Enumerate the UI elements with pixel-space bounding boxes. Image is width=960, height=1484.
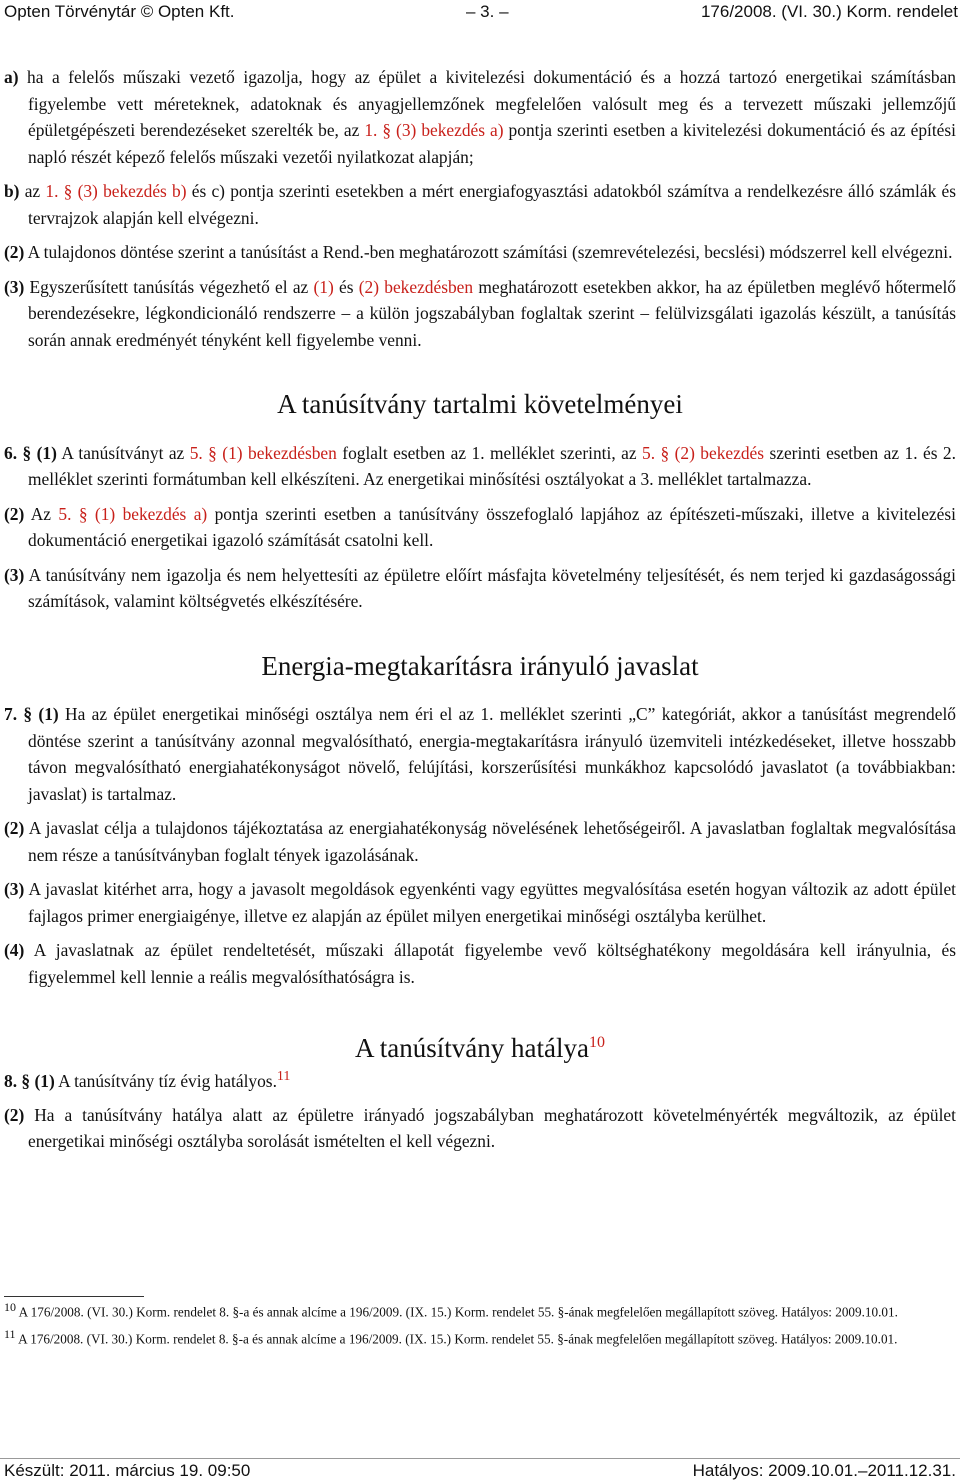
section-number: 7. § bbox=[4, 704, 33, 724]
footer-created: Készült: 2011. március 19. 09:50 bbox=[4, 1461, 251, 1480]
paragraph-label: (1) bbox=[36, 442, 57, 463]
footnote bbox=[4, 1325, 956, 1348]
section-number: 6. § bbox=[4, 442, 32, 463]
section-8-paragraph-2 bbox=[4, 1102, 956, 1155]
paragraph-text: foglalt esetben az 1. melléklet szerinti, az bbox=[342, 442, 637, 463]
point-b bbox=[4, 178, 956, 231]
paragraph-text: A javaslat célja a tulajdonos tájékoztatása az energiahatékonyság növelésének lehetőségeiről. A javaslatban foglaltak megvalósítása nem része a tanúsítványban foglalt tények igazolásának. bbox=[28, 818, 957, 865]
point-a-label: a) bbox=[4, 67, 19, 87]
header-left: Opten Törvénytár © Opten Kft. bbox=[4, 2, 235, 21]
section-7-paragraph-1 bbox=[4, 701, 956, 807]
point-b-text-cont: és c) pontja szerinti esetekben a mért energiafogyasztási adatokból számítva a rendelkezésre álló számlák és tervrajzok alapján kell elvégezni. bbox=[28, 181, 956, 228]
header-page-number: – 3. – bbox=[466, 2, 509, 21]
document-body bbox=[4, 64, 956, 1163]
point-a-text: ha a felelős műszaki vezető igazolja, hogy az épület a kivitelezési dokumentáció és a hozzá tartozó energetikai számításban figyelembe vett méreteknek, adatoknak és anyagjellemzőnek megfelelően valósult meg és a tervezett műszaki jellemzőjű épületgépészeti berendezéseket szerelték be, az bbox=[27, 67, 956, 140]
paragraph-label: (2) bbox=[4, 1104, 25, 1125]
paragraph-label: (2) bbox=[4, 242, 25, 262]
section-number: 8. § bbox=[4, 1070, 31, 1091]
footnote-ref[interactable]: 10 bbox=[588, 1034, 605, 1051]
page-header bbox=[0, 2, 960, 26]
footnote-separator bbox=[4, 1296, 144, 1297]
paragraph-text: Ha az épület energetikai minőségi osztálya nem éri el az 1. melléklet szerinti „C” kategóriát, akkor a tanúsítást megrendelő döntése szerint a tanúsítvány azonnal megvalósítható, energia-megtakarításra irányuló üzemviteli intézkedéseket, illetve hosszabb távon megvalósítható energiahatékonyságot növelő, felújítási, korszerűsítési munkákhoz kapcsolódó javaslatot (a továbbiakban: javaslat) is tartalmaz. bbox=[28, 704, 956, 804]
ref-link[interactable]: (1) bbox=[313, 276, 334, 297]
paragraph-text: A tanúsítványt az bbox=[61, 442, 185, 463]
paragraph-label: (3) bbox=[4, 879, 25, 899]
footnotes bbox=[4, 1298, 956, 1353]
paragraph-label: (2) bbox=[4, 503, 25, 524]
paragraph-text: Az bbox=[30, 503, 51, 524]
paragraph-text: A javaslatnak az épület rendeltetését, műszaki állapotát figyelembe vevő költséghatékony megoldására kell irányulnia, és figyelemmel kell lennie a reális megvalósíthatóságra is. bbox=[28, 940, 957, 987]
footer-effective: Hatályos: 2009.10.01.–2011.12.31. bbox=[692, 1461, 956, 1480]
paragraph-label: (2) bbox=[4, 818, 25, 838]
paragraph-text: meghatározott esetekben akkor, ha az épületben meglévő hőtermelő berendezésekre, légkondicionáló rendszerre – a külön jogszabályban foglaltak szerint – felülvizsgálati igazolás készült, a tanúsítás során annak eredményét tényként kell figyelembe venni. bbox=[28, 276, 956, 350]
footnote-ref[interactable]: 11 bbox=[276, 1068, 291, 1084]
paragraph-text: A tanúsítvány nem igazolja és nem helyettesíti az épületre előírt másfajta követelmény teljesítését, és nem terjed ki gazdaságossági számítások, valamint költségvetés elkészítésére. bbox=[28, 564, 956, 611]
footnote bbox=[4, 1298, 956, 1321]
ref-link[interactable]: 5. § (2) bekezdés bbox=[642, 442, 765, 463]
section-heading-text: A tanúsítvány hatálya bbox=[355, 1033, 589, 1063]
ref-link[interactable]: 5. § (1) bekezdésben bbox=[189, 442, 337, 463]
paragraph-label: (3) bbox=[4, 564, 25, 585]
header-right: 176/2008. (VI. 30.) Korm. rendelet bbox=[700, 2, 958, 21]
ref-link[interactable]: 1. § (3) bekezdés a) bbox=[364, 120, 504, 140]
ref-link[interactable]: (2) bekezdésben bbox=[358, 276, 474, 297]
paragraph-text: A javaslat kitérhet arra, hogy a javasolt megoldások egyenkénti vagy együttes megvalósítása esetén hogyan változik az adott épület fajlagos primer energiaigénye, illetve ez alapján az épület milyen energetikai minőségi osztályba kerülhet. bbox=[28, 879, 956, 926]
paragraph-label: (3) bbox=[4, 276, 25, 297]
footnote-text: A 176/2008. (VI. 30.) Korm. rendelet 8. §-a és annak alcíme a 196/2009. (IX. 15.) Korm. rendelet 55. §-ának megfelelően megállapított szöveg. Hatályos: 2009.10.01. bbox=[18, 1304, 898, 1320]
section-heading-hatalya bbox=[4, 1030, 956, 1062]
footer-separator bbox=[0, 1458, 960, 1459]
point-a-text-cont: pontja szerinti esetben a kivitelezési dokumentáció és az építési napló részét képező felelős műszaki vezetői nyilatkozat alapján; bbox=[28, 120, 956, 167]
paragraph-text: szerinti esetben az 1. és 2. melléklet szerinti formátumban kell elkészíteni. Az energetikai minősítési osztályokat a 3. melléklet tartalmazza. bbox=[28, 442, 956, 489]
paragraph-text: A tanúsítvány tíz évig hatályos. bbox=[58, 1070, 277, 1091]
point-a bbox=[4, 64, 956, 170]
paragraph-label: (1) bbox=[34, 1070, 55, 1091]
footnote-number: 11 bbox=[4, 1327, 16, 1342]
section-7-paragraph-4 bbox=[4, 937, 956, 990]
section-6-paragraph-1 bbox=[4, 440, 956, 493]
ref-link[interactable]: 1. § (3) bekezdés b) bbox=[45, 181, 187, 201]
section-7-paragraph-2 bbox=[4, 815, 956, 868]
paragraph-text: és bbox=[339, 276, 354, 297]
paragraph-label: (1) bbox=[38, 704, 59, 724]
paragraph-text: pontja szerinti esetben a tanúsítvány összefoglaló lapjához az építészeti-műszaki, illetve a kivitelezési dokumentáció energetikai igazoló számítását csatolni kell. bbox=[28, 503, 956, 550]
section-7-paragraph-3 bbox=[4, 876, 956, 929]
footnote-text: A 176/2008. (VI. 30.) Korm. rendelet 8. §-a és annak alcíme a 196/2009. (IX. 15.) Korm. rendelet 55. §-ának megfelelően megállapított szöveg. Hatályos: 2009.10.01. bbox=[18, 1331, 898, 1347]
point-b-label: b) bbox=[4, 181, 20, 201]
point-b-text: az bbox=[24, 181, 41, 201]
paragraph-text: Egyszerűsített tanúsítás végezhető el az bbox=[29, 276, 309, 297]
section-heading: A tanúsítvány tartalmi követelményei bbox=[277, 389, 683, 419]
paragraph-text: A tulajdonos döntése szerint a tanúsítást a Rend.-ben meghatározott számítási (szemrevételezési, becslési) módszerrel kell elvégezni. bbox=[27, 242, 953, 262]
ref-link[interactable]: 5. § (1) bekezdés a) bbox=[58, 503, 208, 524]
section-6-paragraph-3 bbox=[4, 562, 956, 615]
paragraph-label: (4) bbox=[4, 940, 25, 960]
section-6-paragraph-2 bbox=[4, 501, 956, 554]
section-heading: Energia-megtakarításra irányuló javaslat bbox=[261, 650, 699, 681]
paragraph-text: Ha a tanúsítvány hatálya alatt az épületre irányadó jogszabályban meghatározott követelményérték megváltozik, az épület energetikai minőségi osztályba sorolását ismételten el kell végezni. bbox=[28, 1104, 956, 1152]
section-8-paragraph-1 bbox=[4, 1064, 956, 1094]
footnote-number: 10 bbox=[4, 1300, 16, 1314]
paragraph-2 bbox=[4, 239, 956, 266]
paragraph-3 bbox=[4, 274, 956, 354]
